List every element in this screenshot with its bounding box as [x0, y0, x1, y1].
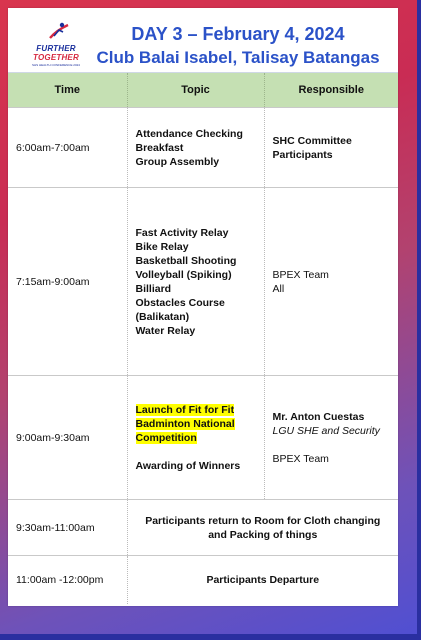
- column-header-responsible: Responsible: [264, 73, 398, 108]
- highlighted-topic-line: Competition: [135, 431, 197, 444]
- table-row: [8, 108, 398, 188]
- time-cell: 9:00am-9:30am: [8, 376, 127, 500]
- responsible-cell: [264, 188, 398, 376]
- topic-item: Fast Activity Relay: [135, 226, 229, 239]
- table-header-row: [8, 73, 398, 108]
- schedule-header: [8, 8, 398, 73]
- topic-item: Volleyball (Spiking): [135, 268, 232, 281]
- responsible-item: All: [272, 282, 285, 295]
- highlighted-topic-line: Launch of Fit for Fit: [135, 403, 235, 416]
- topic-item: Billiard: [135, 282, 172, 295]
- topic-item: Obstacles Course: [135, 296, 225, 309]
- topic-cell: [127, 188, 264, 376]
- responsible-cell: [264, 108, 398, 188]
- event-logo: [30, 22, 80, 68]
- responsible-item: BPEX Team: [272, 452, 329, 465]
- time-cell: 11:00am -12:00pm: [8, 556, 127, 604]
- responsible-person: Mr. Anton Cuestas: [272, 410, 365, 423]
- logo-text-further: FURTHER: [36, 44, 76, 53]
- responsible-cell: [264, 376, 398, 500]
- topic-item: Breakfast: [135, 141, 184, 154]
- column-header-topic: Topic: [127, 73, 264, 108]
- logo-subtitle: SHS HEALTH CONFERENCE 2024: [32, 63, 80, 67]
- table-row: [8, 376, 398, 500]
- column-header-time: Time: [8, 73, 127, 108]
- table-row: [8, 556, 398, 604]
- responsible-item: SHC Committee: [272, 134, 352, 147]
- topic-item: Water Relay: [135, 324, 196, 337]
- merged-activity-cell: Participants return to Room for Cloth changing and Packing of things: [127, 500, 398, 556]
- topic-item: (Balikatan): [135, 310, 190, 323]
- runner-swoosh-icon: [48, 22, 70, 40]
- topic-item: Awarding of Winners: [135, 459, 241, 472]
- time-cell: 7:15am-9:00am: [8, 188, 127, 376]
- schedule-sheet: [8, 8, 398, 606]
- time-cell: 9:30am-11:00am: [8, 500, 127, 556]
- topic-cell: [127, 376, 264, 500]
- schedule-table: [8, 73, 398, 604]
- topic-cell: [127, 108, 264, 188]
- table-row: [8, 188, 398, 376]
- topic-item: Bike Relay: [135, 240, 189, 253]
- highlighted-topic: [136, 403, 264, 445]
- responsible-item: BPEX Team: [272, 268, 329, 281]
- responsible-unit: LGU SHE and Security: [272, 424, 380, 437]
- time-cell: 6:00am-7:00am: [8, 108, 127, 188]
- venue-title: Club Balai Isabel, Talisay Batangas: [96, 48, 380, 67]
- day-title: DAY 3 – February 4, 2024: [131, 24, 345, 44]
- topic-item: Group Assembly: [135, 155, 220, 168]
- topic-item: Attendance Checking: [135, 127, 243, 140]
- topic-item: Basketball Shooting: [135, 254, 237, 267]
- highlighted-topic-line: Badminton National: [135, 417, 235, 430]
- table-row: [8, 500, 398, 556]
- merged-activity-cell: Participants Departure: [127, 556, 398, 604]
- logo-text-together: TOGETHER: [33, 53, 79, 62]
- responsible-item: Participants: [272, 148, 333, 161]
